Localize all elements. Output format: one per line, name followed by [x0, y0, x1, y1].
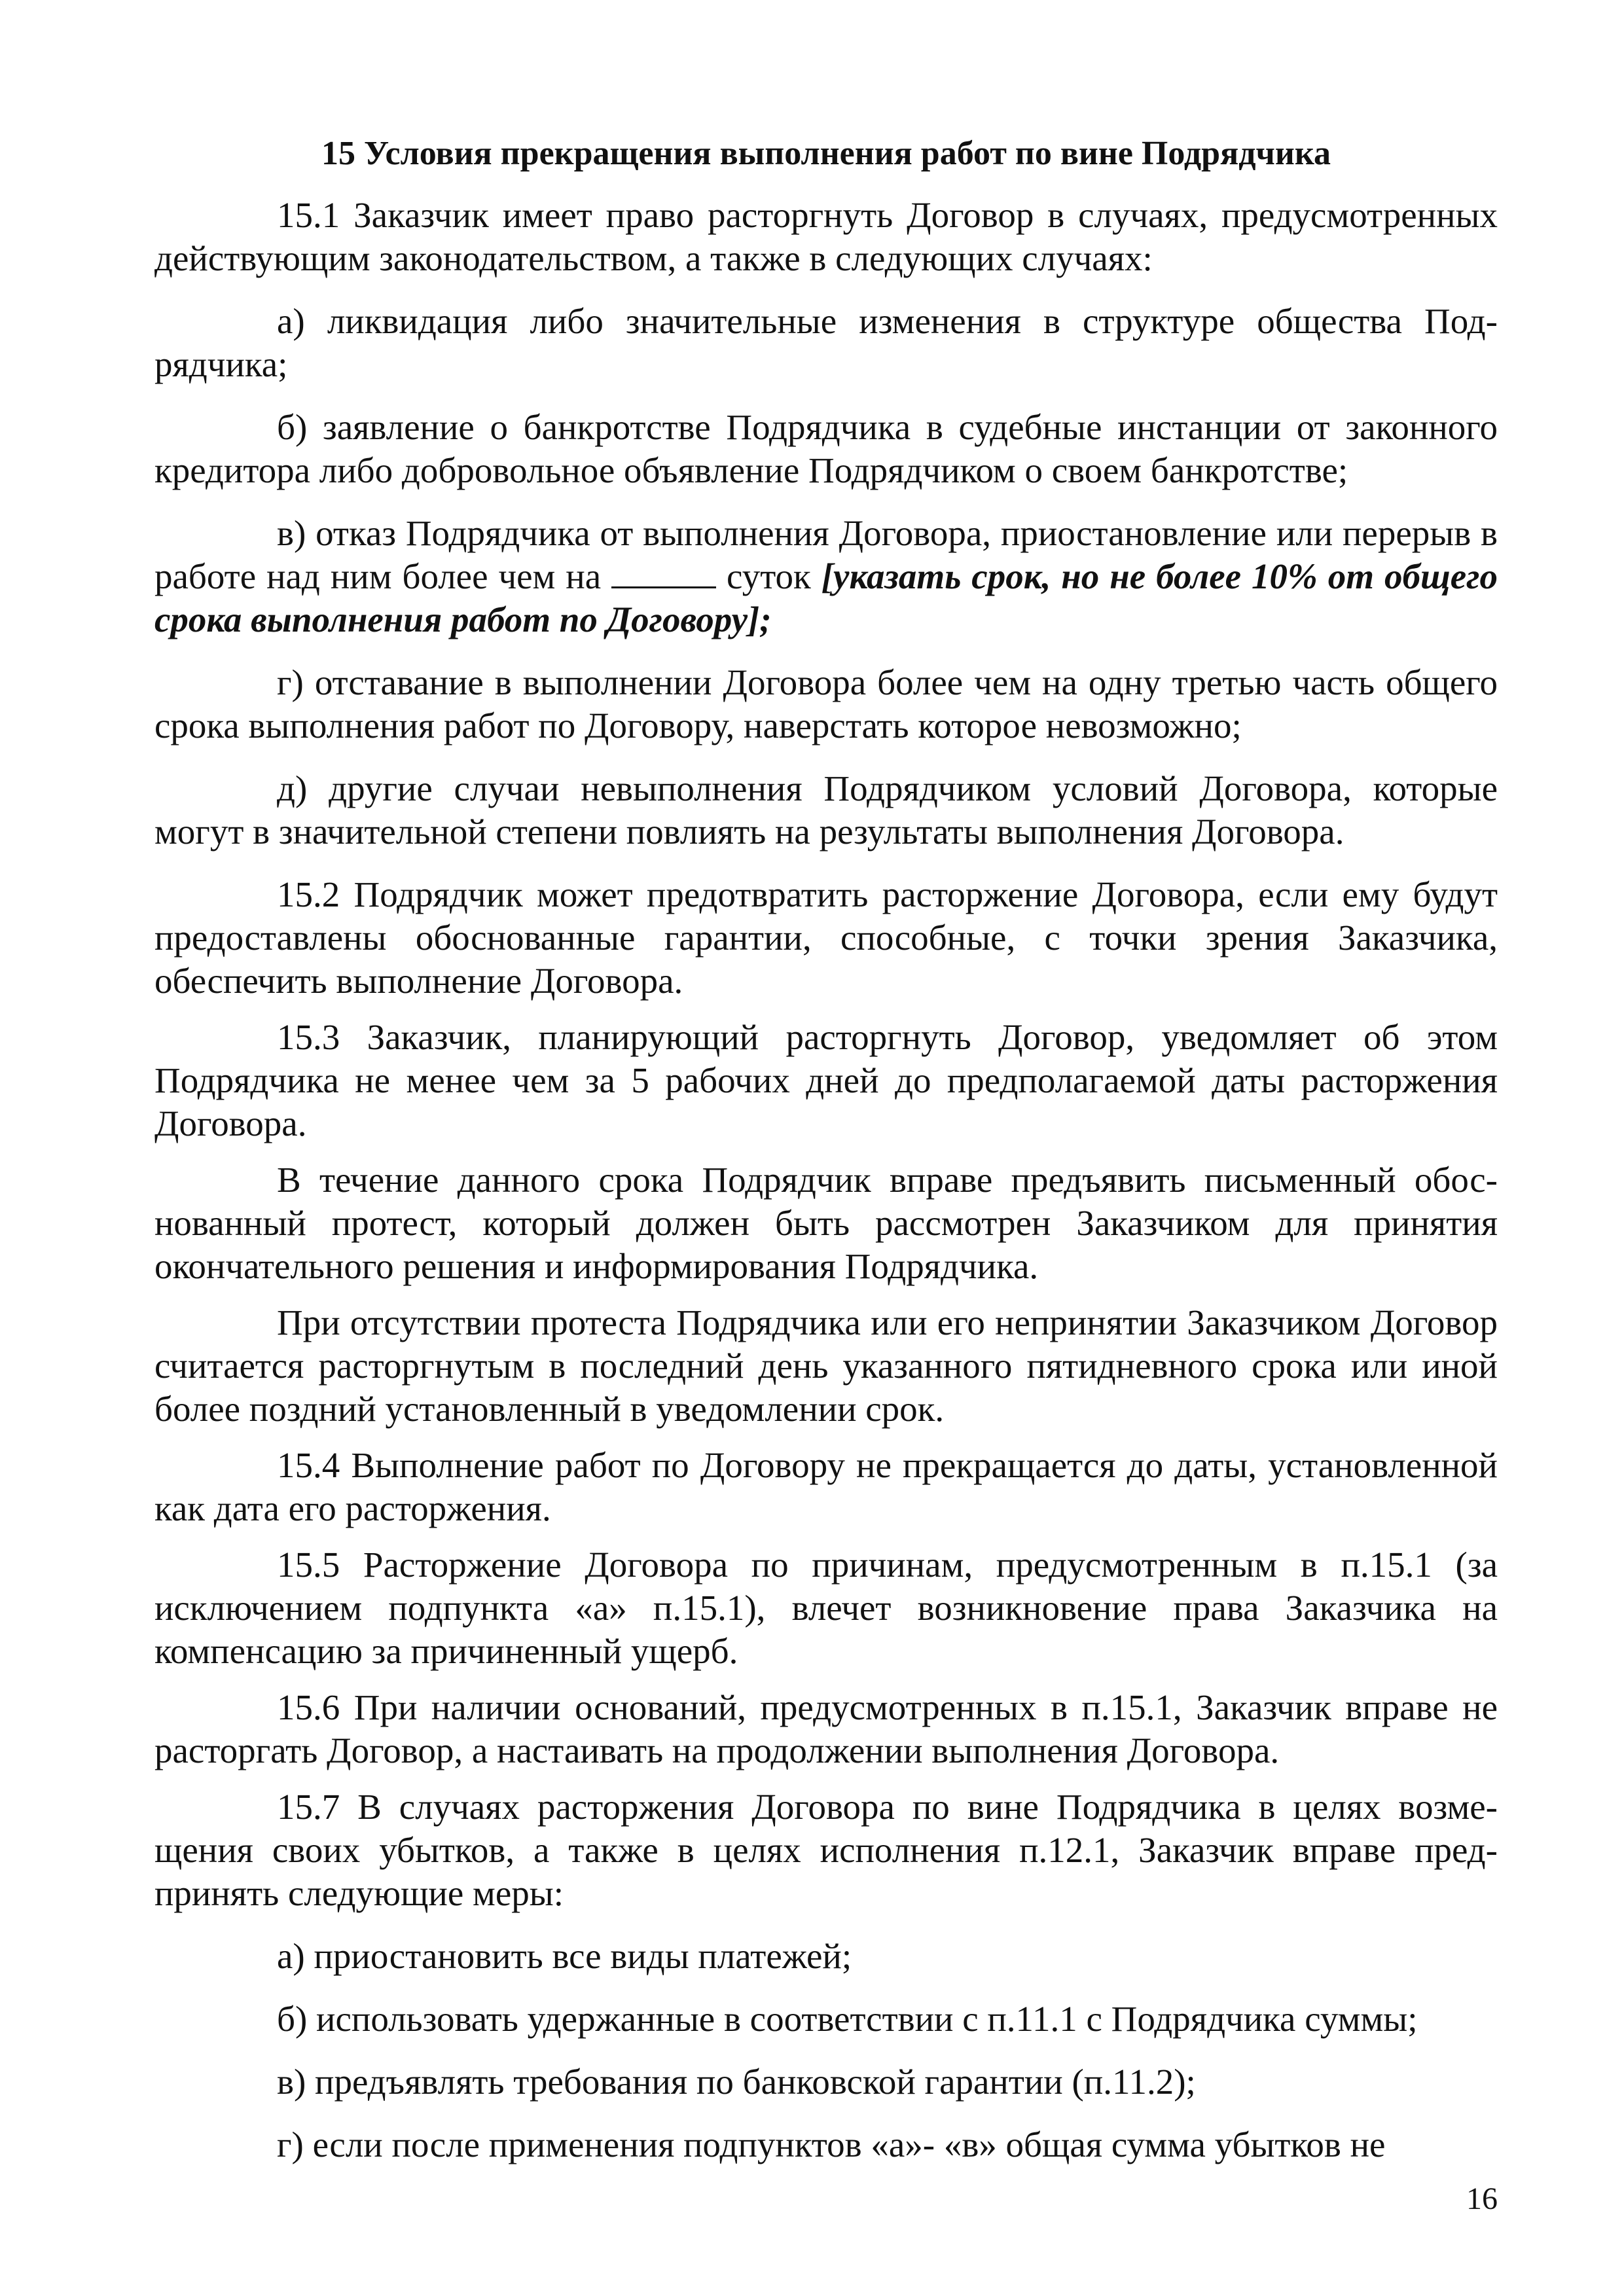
- page-number: 16: [1466, 2181, 1498, 2216]
- paragraph-15-7-a: а) приостановить все виды платежей;: [277, 1936, 852, 1976]
- paragraph-15-1-v-unit: суток: [716, 556, 821, 596]
- paragraph-15-7-b: б) использовать удержанные в соответствии с п.11.1 с Подрядчика суммы;: [277, 1999, 1418, 2039]
- paragraph-15-7-v: в) предъявлять требования по банковской гарантии (п.11.2);: [277, 2062, 1196, 2102]
- document-body: [154, 131, 1498, 2179]
- paragraph-15-1-b: б) заявление о банкротстве Подрядчика в судебные инстанции от законного кредитора либо добровольное объявление Подрядчиком о своем банкротстве;: [154, 407, 1498, 490]
- blank-field: [611, 558, 716, 588]
- paragraph-15-1-d: д) другие случаи невыполнения Подрядчиком условий Договора, которые могут в значительной степени повлиять на результаты выполнения Договора.: [154, 768, 1498, 852]
- paragraph-15-1: 15.1 Заказчик имеет право расторгнуть Договор в случаях, предусмотренных действующим законодательством, а также в следующих случаях:: [154, 195, 1498, 278]
- paragraph-no-protest: При отсутствии протеста Подрядчика или его непринятии Заказчиком Договор считается расторгнутым в последний день указанного пятидневного срока или иной более поздний установленный в уведомлении срок.: [154, 1302, 1498, 1429]
- paragraph-15-7: 15.7 В случаях расторжения Договора по вине Подрядчика в целях возмещения своих убытков, а также в целях исполнения п.12.1, Заказчик вправе предпринять следующие меры:: [154, 1787, 1498, 1913]
- section-heading: 15 Условия прекращения выполнения работ по вине Подрядчика: [321, 135, 1331, 172]
- paragraph-15-1-v: [154, 512, 1498, 641]
- paragraph-protest: В течение данного срока Подрядчик вправе предъявить письменный обоснованный протест, который должен быть рассмотрен Заказчиком для принятия окончательного решения и информирования Подрядчика.: [154, 1160, 1498, 1286]
- paragraph-15-1-v-text: в) отказ Подрядчика от выполнения Договора, приостановление или перерыв в работе над ним более чем на: [154, 513, 1498, 596]
- paragraph-15-2: 15.2 Подрядчик может предотвратить расторжение Договора, если ему будут предоставлены обоснованные гарантии, способные, с точки зрения Заказчика, обеспечить выполнение Договора.: [154, 874, 1498, 1001]
- paragraph-15-1-a: а) ликвидация либо значительные изменения в структуре общества Подрядчика;: [154, 301, 1498, 384]
- paragraph-15-7-g: г) если после применения подпунктов «а»- «в» общая сумма убытков не: [277, 2125, 1386, 2164]
- paragraph-15-1-g: г) отставание в выполнении Договора более чем на одну третью часть общего срока выполнения работ по Договору, наверстать которое невозможно;: [154, 662, 1498, 745]
- paragraph-15-5: 15.5 Расторжение Договора по причинам, предусмотренным в п.15.1 (за исключением подпункта «а» п.15.1), влечет возникновение права Заказчика на компенсацию за причиненный ущерб.: [154, 1545, 1498, 1671]
- paragraph-15-3: 15.3 Заказчик, планирующий расторгнуть Договор, уведомляет об этом Подрядчика не менее чем за 5 рабочих дней до предполагаемой даты расторжения Договора.: [154, 1017, 1498, 1143]
- editor-note: [указать срок, но не более 10% от общего срока выполнения работ по Договору];: [154, 556, 1498, 639]
- paragraph-15-4: 15.4 Выполнение работ по Договору не прекращается до даты, установленной как дата его расторжения.: [154, 1445, 1498, 1528]
- paragraph-15-6: 15.6 При наличии оснований, предусмотренных в п.15.1, Заказчик вправе не расторгать Договор, а настаивать на продолжении выполнения Договора.: [154, 1687, 1498, 1770]
